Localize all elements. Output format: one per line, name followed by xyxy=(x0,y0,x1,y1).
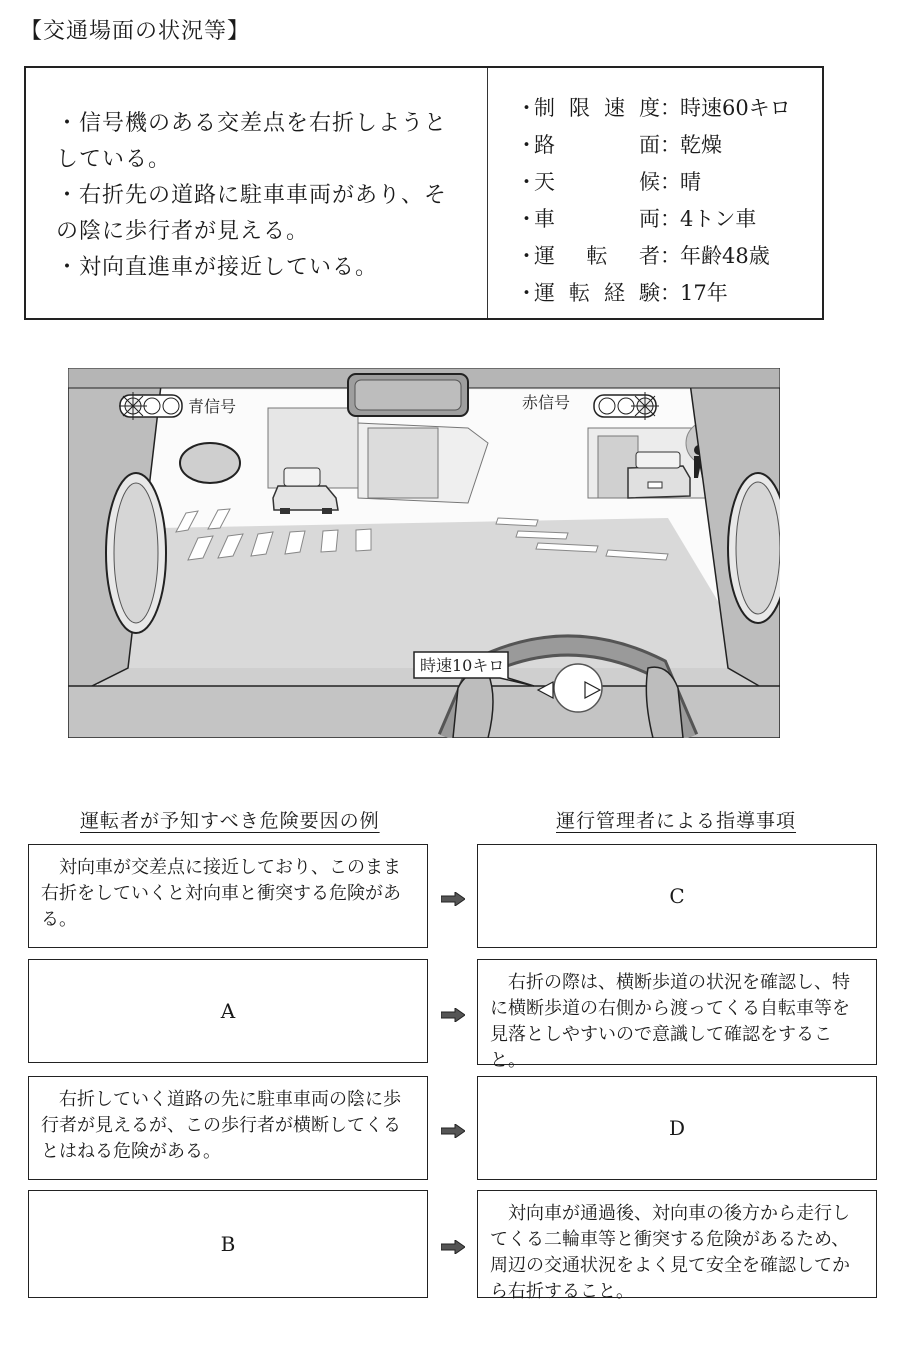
spec-driver: ・ 運 転 者 ： 年齢48歳 xyxy=(516,238,822,275)
arrow-icon xyxy=(441,892,465,906)
spec-label: 運 転 者 xyxy=(534,244,660,268)
guidance-cell: C xyxy=(477,844,877,948)
spec-speed-limit: ・ 制限速度 ： 時速60キロ xyxy=(516,90,822,127)
arrow-icon xyxy=(441,1124,465,1138)
green-traffic-signal xyxy=(119,392,182,420)
arrow-icon xyxy=(441,1240,465,1254)
conditions-box xyxy=(24,66,824,320)
spec-label: 制限速度 xyxy=(534,96,660,120)
road xyxy=(90,518,758,668)
arrow-icon xyxy=(441,1008,465,1022)
spec-value: 乾燥 xyxy=(680,133,722,157)
spec-value: 年齢48歳 xyxy=(680,244,770,268)
situation-line: ・右折先の道路に駐車車両があり、そ xyxy=(56,183,448,208)
red-traffic-signal xyxy=(594,392,659,420)
situation-line: ・対向直進車が接近している。 xyxy=(56,255,379,280)
situation-line: している。 xyxy=(56,147,172,172)
hazard-cell: 右折していく道路の先に駐車車両の陰に歩行者が見えるが、この歩行者が横断してくるとはねる危険がある。 xyxy=(28,1076,428,1180)
guidance-cell: D xyxy=(477,1076,877,1180)
spec-label: 天 候 xyxy=(534,170,660,194)
hazard-cell: B xyxy=(28,1190,428,1298)
hazard-column-heading: 運転者が予知すべき危険要因の例 xyxy=(80,810,380,832)
speed-bubble-text: 時速10キロ xyxy=(420,656,505,675)
driver-view-illustration xyxy=(68,368,780,738)
spec-value: 4トン車 xyxy=(680,207,757,231)
spec-label: 車 両 xyxy=(534,207,660,231)
hazard-cell: A xyxy=(28,959,428,1063)
guidance-cell: 右折の際は、横断歩道の状況を確認し、特に横断歩道の右側から渡ってくる自転車等を見落としやすいので意識して確認をすること。 xyxy=(477,959,877,1065)
under-mirror xyxy=(180,443,240,483)
spec-experience: ・ 運転経験 ： 17年 xyxy=(516,275,822,312)
spec-value: 晴 xyxy=(680,170,701,194)
spec-label: 運転経験 xyxy=(534,281,660,305)
spec-vehicle: ・ 車 両 ： 4トン車 xyxy=(516,201,822,238)
section-title: 【交通場面の状況等】 xyxy=(20,19,251,44)
specs-list xyxy=(488,68,822,318)
guidance-cell: 対向車が通過後、対向車の後方から走行してくる二輪車等と衝突する危険があるため、周辺の交通状況をよく見て安全を確認してから右折すること。 xyxy=(477,1190,877,1298)
spec-road-surface: ・ 路 面 ： 乾燥 xyxy=(516,127,822,164)
spec-value: 17年 xyxy=(680,281,728,305)
spec-weather: ・ 天 候 ： 晴 xyxy=(516,164,822,201)
situation-description xyxy=(26,68,488,318)
situation-line: ・信号機のある交差点を右折しようと xyxy=(56,111,448,136)
situation-line: の陰に歩行者が見える。 xyxy=(56,219,310,244)
green-signal-label: 青信号 xyxy=(188,397,237,416)
hazard-cell: 対向車が交差点に接近しており、このまま右折をしていくと対向車と衝突する危険がある。 xyxy=(28,844,428,948)
red-signal-label: 赤信号 xyxy=(522,393,571,412)
spec-label: 路 面 xyxy=(534,133,660,157)
guidance-column-heading: 運行管理者による指導事項 xyxy=(556,810,797,832)
spec-value: 時速60キロ xyxy=(680,96,791,120)
